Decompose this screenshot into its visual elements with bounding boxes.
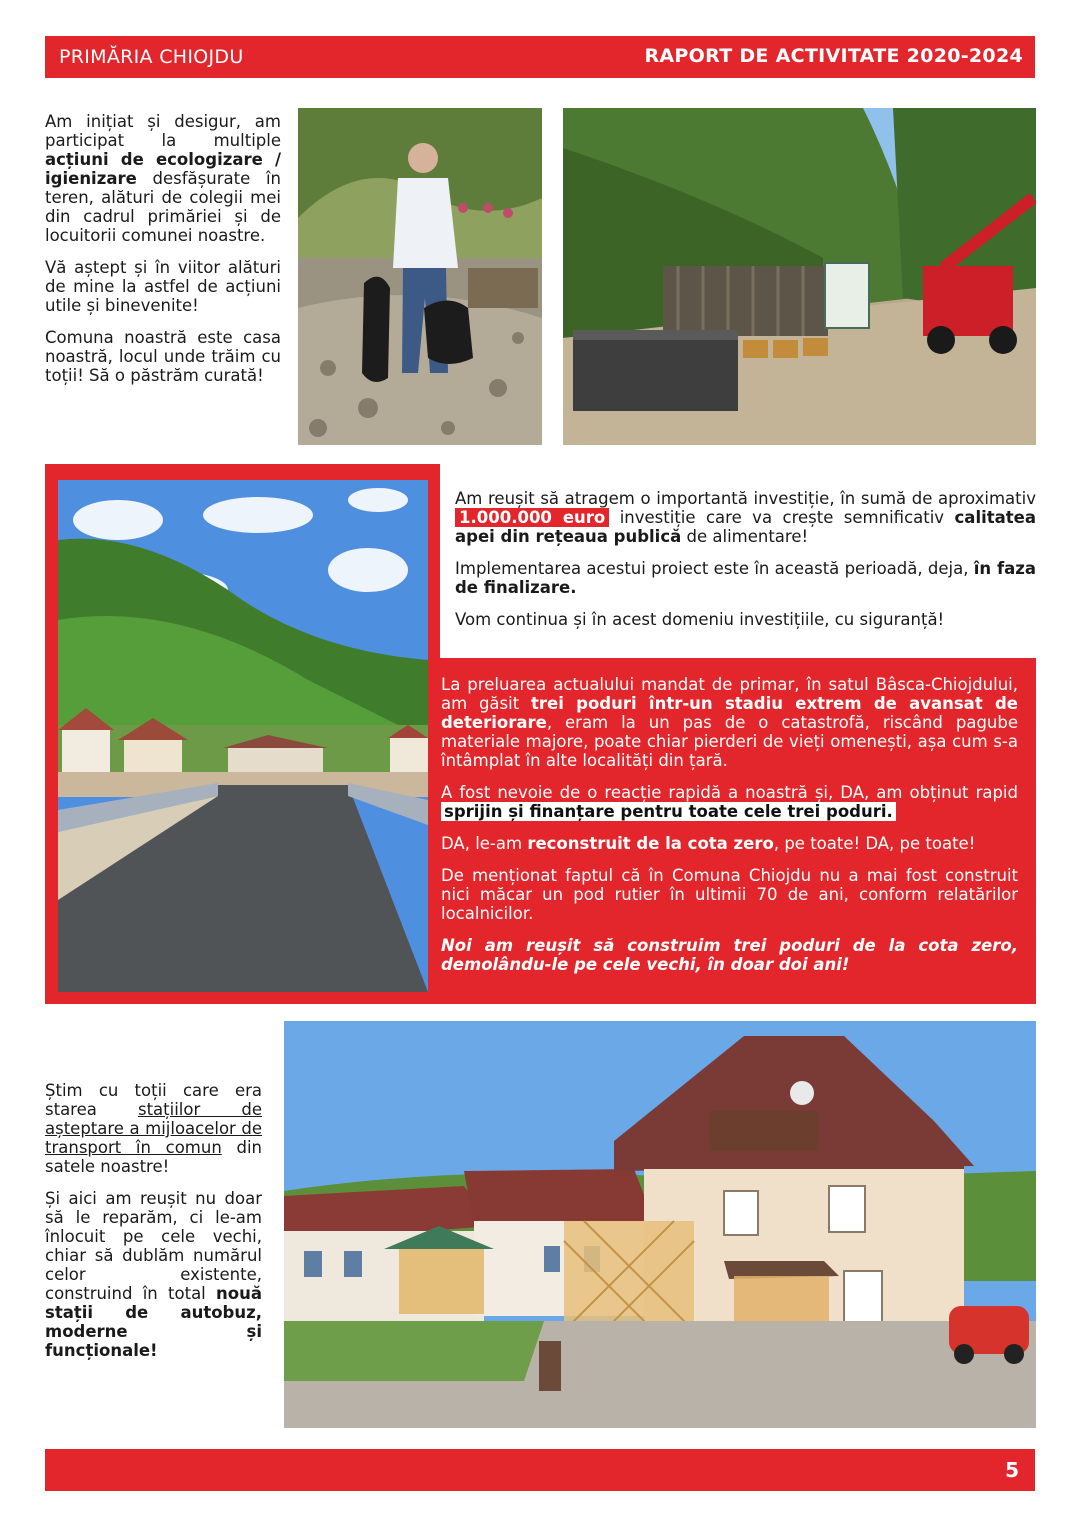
water-paragraph-3: Vom continua și în acest domeniu investițiile, cu siguranță!	[455, 610, 945, 629]
water-investment-photo	[563, 108, 1036, 445]
page-header	[45, 36, 1035, 78]
bus-paragraph-1: Știm cu toții care era starea stațiilor de așteptare a mijloacelor de transport în comun din satele noastre!	[45, 1081, 262, 1176]
water-paragraph-1: Am reușit să atragem o importantă investiție, în sumă de aproximativ 1.000.000 euro investiție care va crește semnificativ calitatea apei din rețeaua publică de alimentare!	[455, 489, 1036, 546]
cleanup-paragraph-1: Am inițiat și desigur, am participat la multiple acțiuni de ecologizare / igienizare desfășurate în teren, alături de colegii mei din cadrul primăriei și de locuitorii comunei noastre.	[45, 112, 281, 245]
bridges-text	[441, 675, 1018, 987]
bridges-paragraph-4: De menționat faptul că în Comuna Chiojdu nu a mai fost construit nici măcar un pod rutier în ultimii 70 de ani, conform relatărilor localnicilor.	[441, 866, 1018, 923]
bus-station-photo	[284, 1021, 1036, 1428]
cleanup-paragraph-3: Comuna noastră este casa noastră, locul unde trăim cu toții! Să o păstrăm curată!	[45, 328, 281, 385]
bridges-paragraph-3: DA, le-am reconstruit de la cota zero, pe toate! DA, pe toate!	[441, 834, 976, 853]
bridges-paragraph-1: La preluarea actualului mandat de primar, în satul Bâsca-Chiojdului, am găsit trei poduri într-un stadiu extrem de avansat de deteriorare, eram la un pas de o catastrofă, riscând pagube materiale majore, poate chiar pierderi de vieți omenești, așa cum s-a întâmplat în alte localități din țară.	[441, 675, 1018, 770]
bridges-paragraph-2: A fost nevoie de o reacție rapidă a noastră și, DA, am obținut rapid sprijin și finanțare pentru toate cele trei poduri.	[441, 783, 1018, 821]
cleanup-text	[45, 112, 281, 398]
header-report-title: RAPORT DE ACTIVITATE 2020-2024	[644, 45, 1023, 67]
bridges-paragraph-5: Noi am reușit să construim trei poduri de la cota zero, demolându-le pe cele vechi, în doar doi ani!	[441, 936, 1018, 974]
bus-paragraph-2: Și aici am reușit nu doar să le reparăm, ci le-am înlocuit pe cele vechi, chiar să dublăm numărul celor existente, construind în total nouă stații de autobuz, moderne și funcționale!	[45, 1189, 262, 1360]
water-paragraph-2: Implementarea acestui proiect este în această perioadă, deja, în faza de finalizare.	[455, 559, 1036, 597]
bridges-red-box	[430, 658, 1036, 1004]
page-number: 5	[1005, 1458, 1019, 1482]
investment-amount-badge: 1.000.000 euro	[455, 508, 609, 527]
bus-stations-text	[45, 1081, 262, 1373]
header-organization: PRIMĂRIA CHIOJDU	[59, 46, 244, 68]
page-footer	[45, 1449, 1035, 1491]
bridge-photo	[58, 480, 428, 992]
cleanup-photo	[298, 108, 542, 445]
water-investment-text	[455, 489, 1036, 642]
cleanup-paragraph-2: Vă aștept și în viitor alături de mine la astfel de acțiuni utile și binevenite!	[45, 258, 281, 315]
